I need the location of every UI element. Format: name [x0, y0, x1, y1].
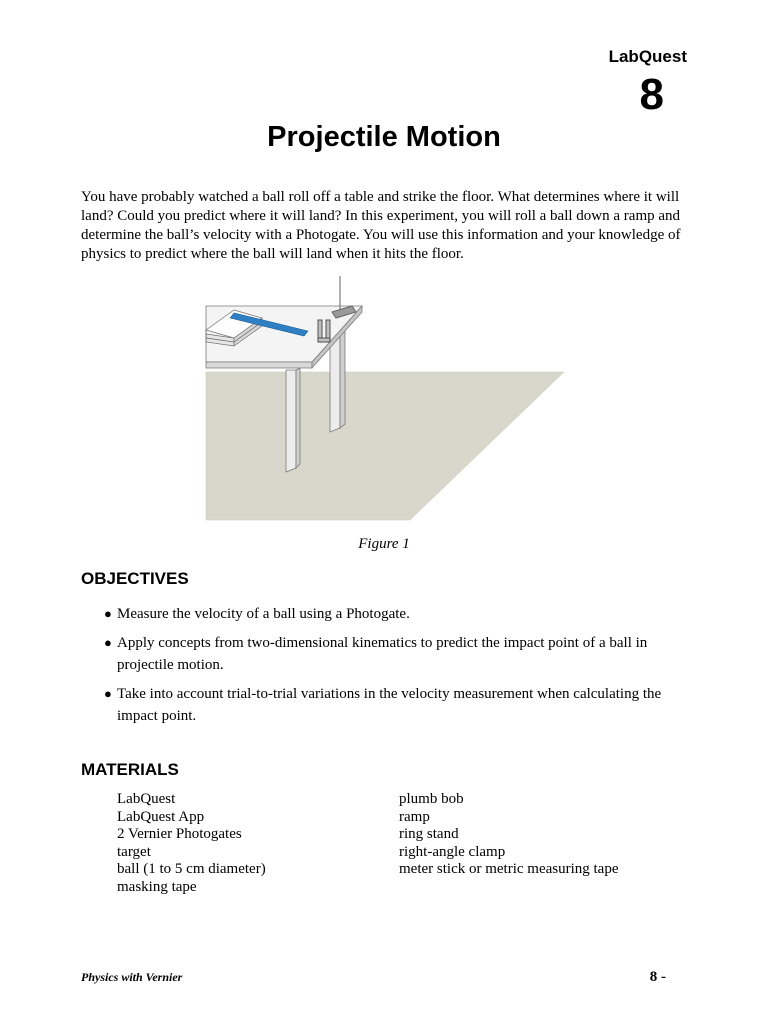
ring-stand [332, 276, 356, 318]
figure-table-setup-illustration [200, 272, 570, 527]
bullet-icon: ● [104, 686, 112, 701]
objectives-heading: OBJECTIVES [81, 569, 189, 588]
objective-item: ● Apply concepts from two-dimensional kinematics to predict the impact point of a ball in projectile motion. [104, 632, 684, 676]
material-item: LabQuest [117, 791, 176, 807]
objectives-list [104, 603, 684, 734]
material-item: ball (1 to 5 cm diameter) [117, 861, 266, 878]
material-item: LabQuest App [117, 808, 205, 825]
bullet-icon: ● [104, 606, 112, 621]
material-item: target [117, 843, 151, 860]
lab-series-label: LabQuest [608, 47, 687, 66]
material-item: right-angle clamp [399, 843, 506, 860]
bullet-icon: ● [104, 635, 112, 650]
material-item: ring stand [399, 826, 459, 843]
material-item: meter stick or metric measuring tape [399, 861, 619, 878]
objective-item: ● Take into account trial-to-trial variations in the velocity measurement when calculating the impact point. [104, 683, 684, 727]
floor-shadow [206, 372, 564, 520]
footer-book-title: Physics with Vernier [81, 970, 183, 984]
experiment-number: 8 [639, 70, 664, 119]
material-item: masking tape [117, 878, 197, 895]
intro-paragraph: You have probably watched a ball roll off a table and strike the floor. What determines where it will land? Could you predict where it will land? In this experiment, you will roll a ball down a ramp and determine the ball’s velocity with a Photogate. You will use this information and your knowledge of physics to predict where the ball will land when it hits the floor. [81, 189, 681, 262]
figure-caption: Figure 1 [358, 536, 410, 552]
materials-list-left [117, 791, 266, 897]
footer-page-number: 8 - [649, 969, 666, 985]
material-item: ramp [399, 808, 430, 825]
material-item: 2 Vernier Photogates [117, 826, 242, 843]
objective-item: ● Measure the velocity of a ball using a Photogate. [104, 603, 684, 625]
page-title: Projectile Motion [267, 121, 501, 153]
material-item: plumb bob [399, 791, 464, 807]
materials-heading: MATERIALS [81, 760, 179, 779]
materials-list-right [399, 791, 619, 879]
